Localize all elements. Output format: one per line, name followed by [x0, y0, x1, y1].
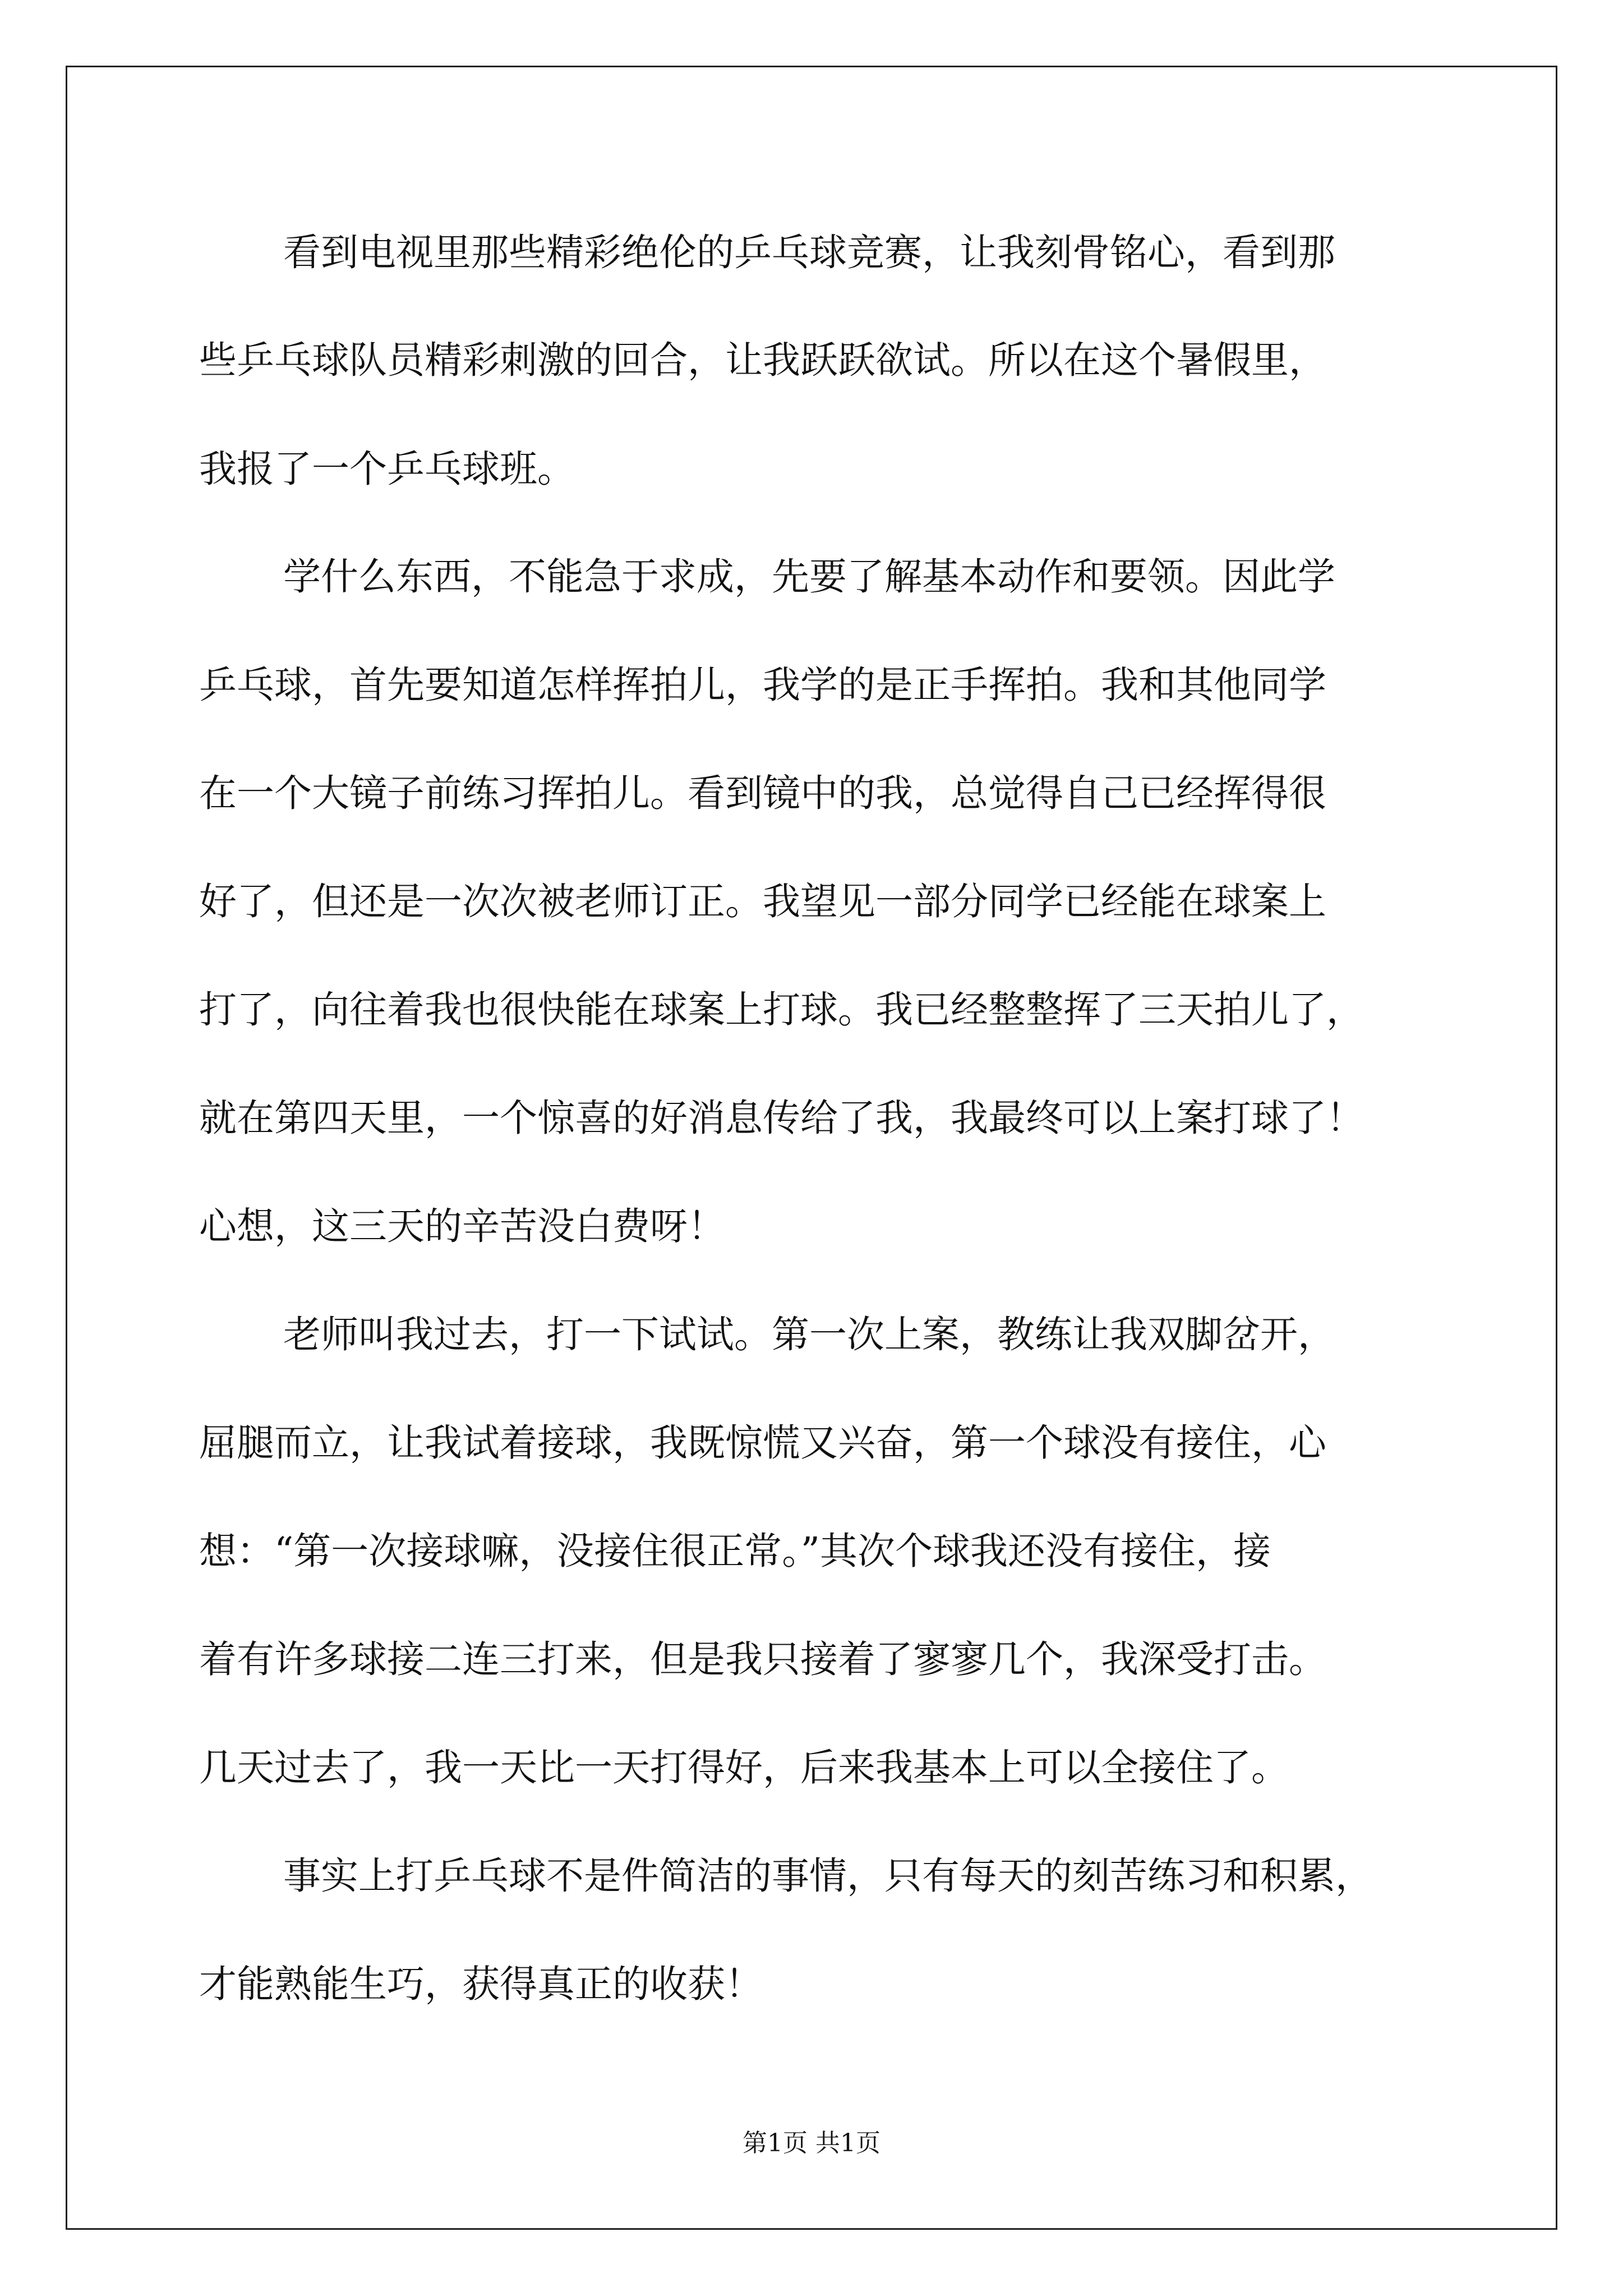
- paragraph-3-line-1: 老师叫我过去，打一下试试。第一次上案，教练让我双脚岔开，: [283, 1313, 1335, 1356]
- paragraph-2-line-4: 好了，但还是一次次被老师订正。我望见一部分同学已经能在球案上: [199, 880, 1326, 923]
- paragraph-2-line-5: 打了，向往着我也很快能在球案上打球。我已经整整挥了三天拍儿了，: [199, 988, 1364, 1032]
- page-number-footer: 第1页 共1页: [743, 2129, 880, 2157]
- paragraph-2-line-1: 学什么东西，不能急于求成，先要了解基本动作和要领。因此学: [283, 555, 1335, 599]
- paragraph-3-line-5: 几天过去了，我一天比一天打得好，后来我基本上可以全接住了。: [199, 1746, 1289, 1789]
- paragraph-1-line-1: 看到电视里那些精彩绝伦的乒乓球竞赛，让我刻骨铭心，看到那: [283, 231, 1335, 274]
- paragraph-4-line-2: 才能熟能生巧，获得真正的收获！: [199, 1962, 763, 2006]
- paragraph-4-line-1: 事实上打乒乓球不是件简洁的事情，只有每天的刻苦练习和积累，: [283, 1854, 1373, 1898]
- paragraph-3-line-4: 着有许多球接二连三打来，但是我只接着了寥寥几个，我深受打击。: [199, 1637, 1326, 1681]
- paragraph-1-line-2: 些乒乓球队员精彩刺激的回合，让我跃跃欲试。所以在这个暑假里，: [199, 338, 1326, 382]
- paragraph-3-line-3: 想：“第一次接球嘛，没接住很正常。”其次个球我还没有接住，接: [199, 1529, 1271, 1573]
- paragraph-2-line-6: 就在第四天里，一个惊喜的好消息传给了我，我最终可以上案打球了！: [199, 1096, 1364, 1140]
- paragraph-2-line-2: 乒乓球，首先要知道怎样挥拍儿，我学的是正手挥拍。我和其他同学: [199, 663, 1326, 707]
- paragraph-2-line-3: 在一个大镜子前练习挥拍儿。看到镜中的我，总觉得自己已经挥得很: [199, 771, 1326, 815]
- paragraph-3-line-2: 屈腿而立，让我试着接球，我既惊慌又兴奋，第一个球没有接住，心: [199, 1421, 1326, 1465]
- paragraph-1-line-3: 我报了一个乒乓球班。: [199, 447, 575, 491]
- paragraph-2-line-7: 心想，这三天的辛苦没白费呀！: [199, 1204, 725, 1248]
